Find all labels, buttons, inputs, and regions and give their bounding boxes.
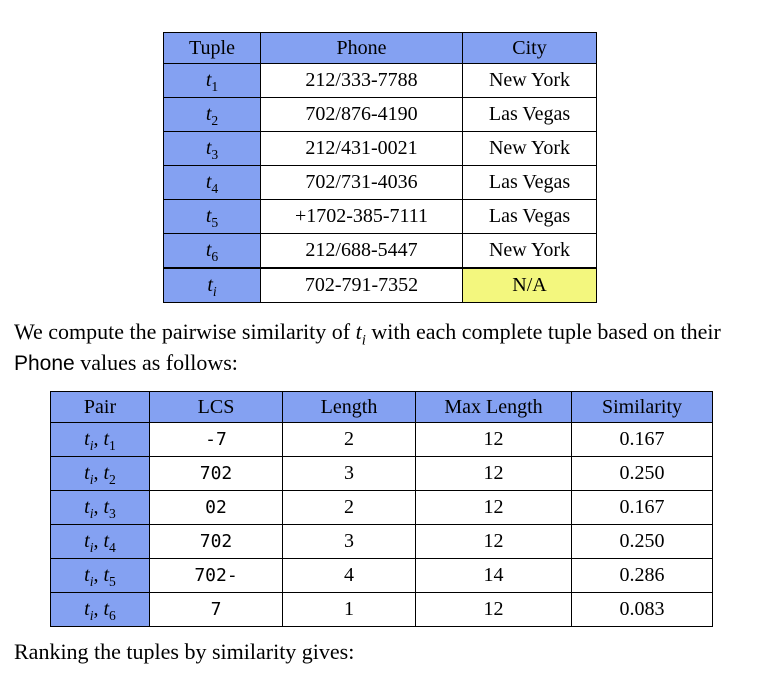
paragraph-text: with each complete tuple based on their: [365, 319, 721, 344]
table-row: [51, 525, 713, 559]
lcs-cell: -7: [150, 423, 283, 457]
similarity-cell: 0.286: [572, 559, 713, 593]
length-cell: 4: [283, 559, 416, 593]
city-cell: Las Vegas: [463, 166, 597, 200]
table-row: [164, 234, 597, 269]
max-length-cell: 14: [416, 559, 572, 593]
table-row: [164, 166, 597, 200]
length-cell: 3: [283, 457, 416, 491]
lcs-cell: 702: [150, 457, 283, 491]
phone-cell: 212/431-0021: [261, 132, 463, 166]
city-cell: New York: [463, 132, 597, 166]
phone-cell: 702-791-7352: [261, 268, 463, 303]
similarity-cell: 0.167: [572, 491, 713, 525]
incomplete-tuple-row: [164, 268, 597, 303]
length-cell: 2: [283, 491, 416, 525]
table-row: [164, 200, 597, 234]
column-header-length: Length: [283, 392, 416, 423]
similarity-cell: 0.083: [572, 593, 713, 627]
phone-cell: +1702-385-7111: [261, 200, 463, 234]
tuple-id-cell: $t_1$: [164, 64, 261, 98]
table-row: [164, 64, 597, 98]
tuple-id-cell: $t_2$: [164, 98, 261, 132]
column-header-city: City: [463, 33, 597, 64]
phone-cell: 702/876-4190: [261, 98, 463, 132]
tuple-id-cell: $t_5$: [164, 200, 261, 234]
max-length-cell: 12: [416, 423, 572, 457]
max-length-cell: 12: [416, 593, 572, 627]
table-row: [51, 491, 713, 525]
pair-cell: $t_i$, $t_2$: [51, 457, 150, 491]
pair-cell: $t_i$, $t_5$: [51, 559, 150, 593]
city-cell: New York: [463, 234, 597, 269]
pair-cell: $t_i$, $t_1$: [51, 423, 150, 457]
paragraph-text: values as follows:: [74, 350, 238, 375]
length-cell: 1: [283, 593, 416, 627]
column-header-phone: Phone: [261, 33, 463, 64]
table-row: [51, 423, 713, 457]
table-row: [51, 457, 713, 491]
column-header-similarity: Similarity: [572, 392, 713, 423]
body-paragraph: [14, 316, 770, 379]
tuple-id-cell: $t_i$: [164, 268, 261, 303]
footer-paragraph: Ranking the tuples by similarity gives:: [14, 639, 355, 664]
tuple-id-cell: $t_4$: [164, 166, 261, 200]
max-length-cell: 12: [416, 457, 572, 491]
document-page: [0, 32, 784, 667]
phone-cell: 212/333-7788: [261, 64, 463, 98]
pair-cell: $t_i$, $t_6$: [51, 593, 150, 627]
lcs-cell: 7: [150, 593, 283, 627]
similarity-table-header-row: [51, 392, 713, 423]
phone-cell: 702/731-4036: [261, 166, 463, 200]
city-cell: New York: [463, 64, 597, 98]
tuple-table-header-row: [164, 33, 597, 64]
paragraph-text: We compute the pairwise similarity of: [14, 319, 356, 344]
column-header-max-length: Max Length: [416, 392, 572, 423]
similarity-cell: 0.167: [572, 423, 713, 457]
column-header-pair: Pair: [51, 392, 150, 423]
math-ti: $t_i$: [355, 319, 366, 349]
pair-cell: $t_i$, $t_3$: [51, 491, 150, 525]
max-length-cell: 12: [416, 525, 572, 559]
tuple-id-cell: $t_3$: [164, 132, 261, 166]
phone-cell: 212/688-5447: [261, 234, 463, 269]
similarity-cell: 0.250: [572, 525, 713, 559]
lcs-cell: 702-: [150, 559, 283, 593]
similarity-cell: 0.250: [572, 457, 713, 491]
table-row: [51, 593, 713, 627]
max-length-cell: 12: [416, 491, 572, 525]
pair-cell: $t_i$, $t_4$: [51, 525, 150, 559]
column-header-tuple: Tuple: [164, 33, 261, 64]
tuple-table: [163, 32, 597, 303]
length-cell: 3: [283, 525, 416, 559]
city-na-cell: N/A: [463, 268, 597, 303]
city-cell: Las Vegas: [463, 98, 597, 132]
column-header-lcs: LCS: [150, 392, 283, 423]
length-cell: 2: [283, 423, 416, 457]
city-cell: Las Vegas: [463, 200, 597, 234]
table-row: [164, 132, 597, 166]
lcs-cell: 702: [150, 525, 283, 559]
lcs-cell: 02: [150, 491, 283, 525]
attribute-name-phone: Phone: [14, 352, 75, 375]
table-row: [164, 98, 597, 132]
tuple-id-cell: $t_6$: [164, 234, 261, 269]
table-row: [51, 559, 713, 593]
similarity-table: [50, 391, 713, 627]
